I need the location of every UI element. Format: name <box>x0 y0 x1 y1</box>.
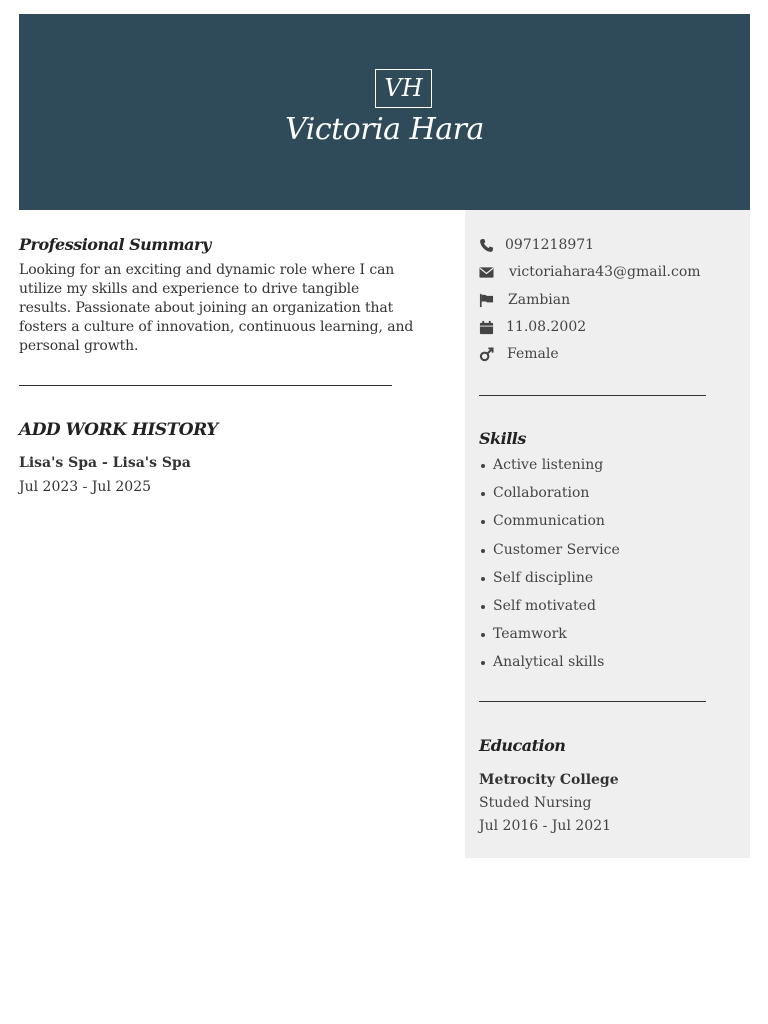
skill-item: Self discipline <box>479 568 620 596</box>
birthdate-text: 11.08.2002 <box>506 319 587 335</box>
phone-text: 0971218971 <box>505 237 595 253</box>
skills-list <box>479 455 620 681</box>
envelope-icon <box>479 265 494 280</box>
skill-item: Active listening <box>479 455 620 483</box>
education-dates: Jul 2016 - Jul 2021 <box>479 818 612 834</box>
job-dates: Jul 2023 - Jul 2025 <box>19 479 152 495</box>
skill-item: Communication <box>479 511 620 539</box>
work-history-heading: ADD WORK HISTORY <box>19 420 218 440</box>
resume-header <box>19 14 750 210</box>
education-school: Metrocity College <box>479 772 619 788</box>
summary-heading: Professional Summary <box>19 235 211 254</box>
monogram: VH <box>375 69 432 108</box>
flag-icon <box>479 293 494 308</box>
contact-email <box>479 262 701 282</box>
sidebar <box>465 210 750 858</box>
education-degree: Studed Nursing <box>479 795 592 811</box>
main-divider <box>19 385 392 386</box>
contact-birthdate <box>479 317 586 337</box>
contact-nationality <box>479 290 570 310</box>
phone-icon <box>479 238 494 253</box>
candidate-name: Victoria Hara <box>285 112 484 147</box>
summary-text: Looking for an exciting and dynamic role where I can utilize my skills and experience to drive tangible results. Passionate about joining an organization that fosters a culture of innovation, continuous learning, and personal growth. <box>19 262 414 354</box>
skill-item: Customer Service <box>479 540 620 568</box>
skill-item: Self motivated <box>479 596 620 624</box>
contact-phone <box>479 235 594 255</box>
contact-gender <box>479 344 559 364</box>
job-title: Lisa's Spa - Lisa's Spa <box>19 455 191 471</box>
skill-item: Teamwork <box>479 624 620 652</box>
calendar-icon <box>479 320 494 335</box>
email-text: victoriahara43@gmail.com <box>509 264 701 280</box>
skill-item: Analytical skills <box>479 652 620 680</box>
gender-icon <box>479 347 494 362</box>
sidebar-divider <box>479 395 706 396</box>
gender-text: Female <box>507 346 559 362</box>
nationality-text: Zambian <box>508 292 571 308</box>
skill-item: Collaboration <box>479 483 620 511</box>
education-heading: Education <box>479 736 566 755</box>
skills-heading: Skills <box>479 429 526 448</box>
sidebar-divider <box>479 701 706 702</box>
